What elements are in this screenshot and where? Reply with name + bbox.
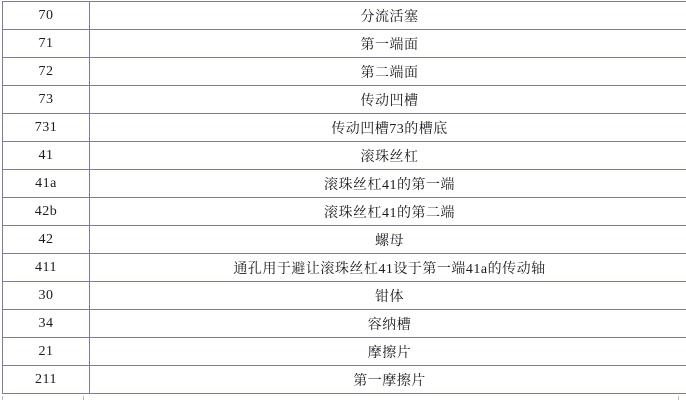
ref-number-cell: 21 [3, 338, 90, 366]
ref-number-cell: 42b [3, 198, 90, 226]
table-row [3, 338, 686, 366]
table-row [3, 114, 686, 142]
table-row [3, 366, 686, 394]
description-cell: 螺母 [90, 226, 686, 254]
description-cell: 钳体 [90, 282, 686, 310]
ref-number-cell: 30 [3, 282, 90, 310]
description-cell: 滚珠丝杠 [90, 142, 686, 170]
table-row [3, 310, 686, 338]
ref-number-cell: 42 [3, 226, 90, 254]
table-row [3, 30, 686, 58]
next-row-partial-border-divider [83, 396, 84, 400]
table-row [3, 58, 686, 86]
ref-number-cell: 71 [3, 30, 90, 58]
table-row [3, 282, 686, 310]
ref-number-cell: 41 [3, 142, 90, 170]
ref-number-cell: 211 [3, 366, 90, 394]
description-cell: 滚珠丝杠41的第一端 [90, 170, 686, 198]
description-cell: 容纳槽 [90, 310, 686, 338]
description-cell: 滚珠丝杠41的第二端 [90, 198, 686, 226]
ref-number-cell: 411 [3, 254, 90, 282]
ref-number-cell: 72 [3, 58, 90, 86]
description-cell: 通孔用于避让滚珠丝杠41设于第一端41a的传动轴 [90, 254, 686, 282]
description-cell: 摩擦片 [90, 338, 686, 366]
description-cell: 第一端面 [90, 30, 686, 58]
next-row-partial-border-left [2, 396, 3, 400]
table-row [3, 86, 686, 114]
ref-number-cell: 70 [3, 2, 90, 30]
description-cell: 传动凹槽 [90, 86, 686, 114]
description-cell: 第二端面 [90, 58, 686, 86]
ref-number-cell: 34 [3, 310, 90, 338]
table-row [3, 226, 686, 254]
table-row [3, 142, 686, 170]
table-row [3, 254, 686, 282]
description-cell: 第一摩擦片 [90, 366, 686, 394]
table-row [3, 170, 686, 198]
reference-numerals-table [2, 1, 686, 394]
description-cell: 传动凹槽73的槽底 [90, 114, 686, 142]
ref-number-cell: 41a [3, 170, 90, 198]
description-cell: 分流活塞 [90, 2, 686, 30]
next-row-partial-border-right [678, 396, 679, 400]
table-row [3, 198, 686, 226]
table-row [3, 2, 686, 30]
ref-number-cell: 73 [3, 86, 90, 114]
ref-number-cell: 731 [3, 114, 90, 142]
